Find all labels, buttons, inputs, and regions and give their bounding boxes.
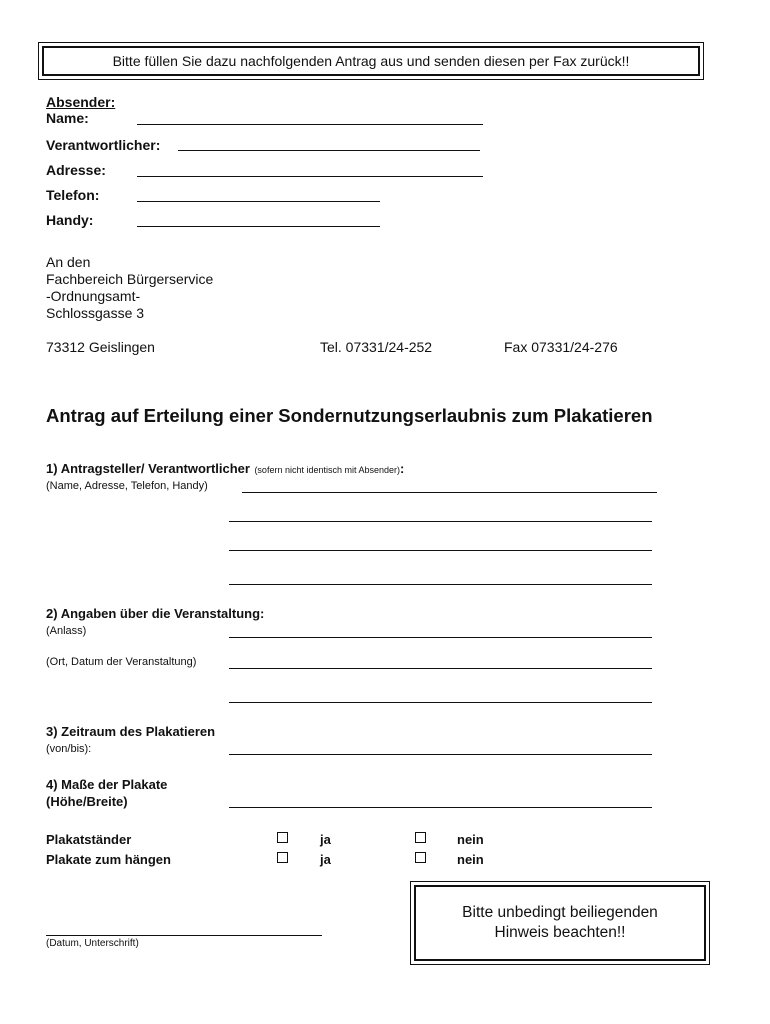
sender-address-label: Adresse:	[46, 162, 106, 178]
recipient-city: 73312 Geislingen	[46, 339, 155, 355]
section1-field-1[interactable]	[242, 492, 657, 493]
section2-heading: 2) Angaben über die Veranstaltung:	[46, 606, 265, 621]
sender-name-field[interactable]	[137, 124, 483, 125]
header-notice-box	[38, 42, 704, 80]
recipient-line1: An den	[46, 254, 91, 270]
section2-extra-field[interactable]	[229, 702, 652, 703]
footer-notice-line1: Bitte unbedingt beiliegenden	[462, 904, 658, 921]
option-stand-yes-label: ja	[320, 832, 331, 847]
section1-note: (sofern nicht identisch mit Absender)	[254, 465, 401, 475]
recipient-fax: Fax 07331/24-276	[504, 339, 618, 355]
section1-field-3[interactable]	[229, 550, 652, 551]
sender-heading: Absender:	[46, 94, 116, 110]
footer-notice-content	[414, 885, 706, 961]
section1-hint: (Name, Adresse, Telefon, Handy)	[46, 480, 208, 492]
recipient-line4: Schlossgasse 3	[46, 305, 145, 321]
sender-mobile-field[interactable]	[137, 226, 380, 227]
section1-colon: :	[400, 461, 405, 476]
section1-heading-row	[46, 460, 404, 478]
option-hanging-yes-label: ja	[320, 852, 331, 867]
section4-heading-line1: 4) Maße der Plakate	[46, 777, 168, 792]
signature-field[interactable]	[46, 935, 322, 936]
sender-responsible-field[interactable]	[178, 150, 480, 151]
sender-address-field[interactable]	[137, 176, 483, 177]
sender-responsible-label: Verantwortlicher:	[46, 137, 161, 153]
option-hanging-no-label: nein	[457, 852, 484, 867]
sender-phone-label: Telefon:	[46, 187, 100, 203]
option-stand-label: Plakatständer	[46, 832, 132, 847]
option-stand-no-checkbox[interactable]	[415, 832, 426, 843]
section1-field-2[interactable]	[229, 521, 652, 522]
section3-heading: 3) Zeitraum des Plakatieren	[46, 724, 216, 739]
section4-heading-line2: (Höhe/Breite)	[46, 794, 128, 809]
sender-mobile-label: Handy:	[46, 212, 94, 228]
sender-phone-field[interactable]	[137, 201, 380, 202]
option-stand-no-label: nein	[457, 832, 484, 847]
section4-size-field[interactable]	[229, 807, 652, 808]
recipient-line3: -Ordnungsamt-	[46, 288, 141, 304]
section1-field-4[interactable]	[229, 584, 652, 585]
section3-period-field[interactable]	[229, 754, 652, 755]
section1-heading: 1) Antragsteller/ Verantwortlicher	[46, 461, 250, 476]
header-notice-text: Bitte füllen Sie dazu nachfolgenden Antrag aus und senden diesen per Fax zurück!!	[42, 46, 700, 76]
footer-notice-box	[410, 881, 710, 965]
option-hanging-no-checkbox[interactable]	[415, 852, 426, 863]
section2-hint-place-date: (Ort, Datum der Veranstaltung)	[46, 656, 197, 668]
section2-hint-occasion: (Anlass)	[46, 625, 87, 637]
section3-hint: (von/bis):	[46, 743, 92, 755]
option-stand-yes-checkbox[interactable]	[277, 832, 288, 843]
footer-notice-line2: Hinweis beachten!!	[494, 924, 626, 941]
option-hanging-yes-checkbox[interactable]	[277, 852, 288, 863]
section2-occasion-field[interactable]	[229, 637, 652, 638]
form-title: Antrag auf Erteilung einer Sondernutzungserlaubnis zum Plakatieren	[46, 405, 653, 426]
sender-name-label: Name:	[46, 110, 89, 126]
signature-hint: (Datum, Unterschrift)	[46, 938, 139, 949]
recipient-line2: Fachbereich Bürgerservice	[46, 271, 214, 287]
option-hanging-label: Plakate zum hängen	[46, 852, 171, 867]
recipient-tel: Tel. 07331/24-252	[320, 339, 433, 355]
section2-place-date-field[interactable]	[229, 668, 652, 669]
